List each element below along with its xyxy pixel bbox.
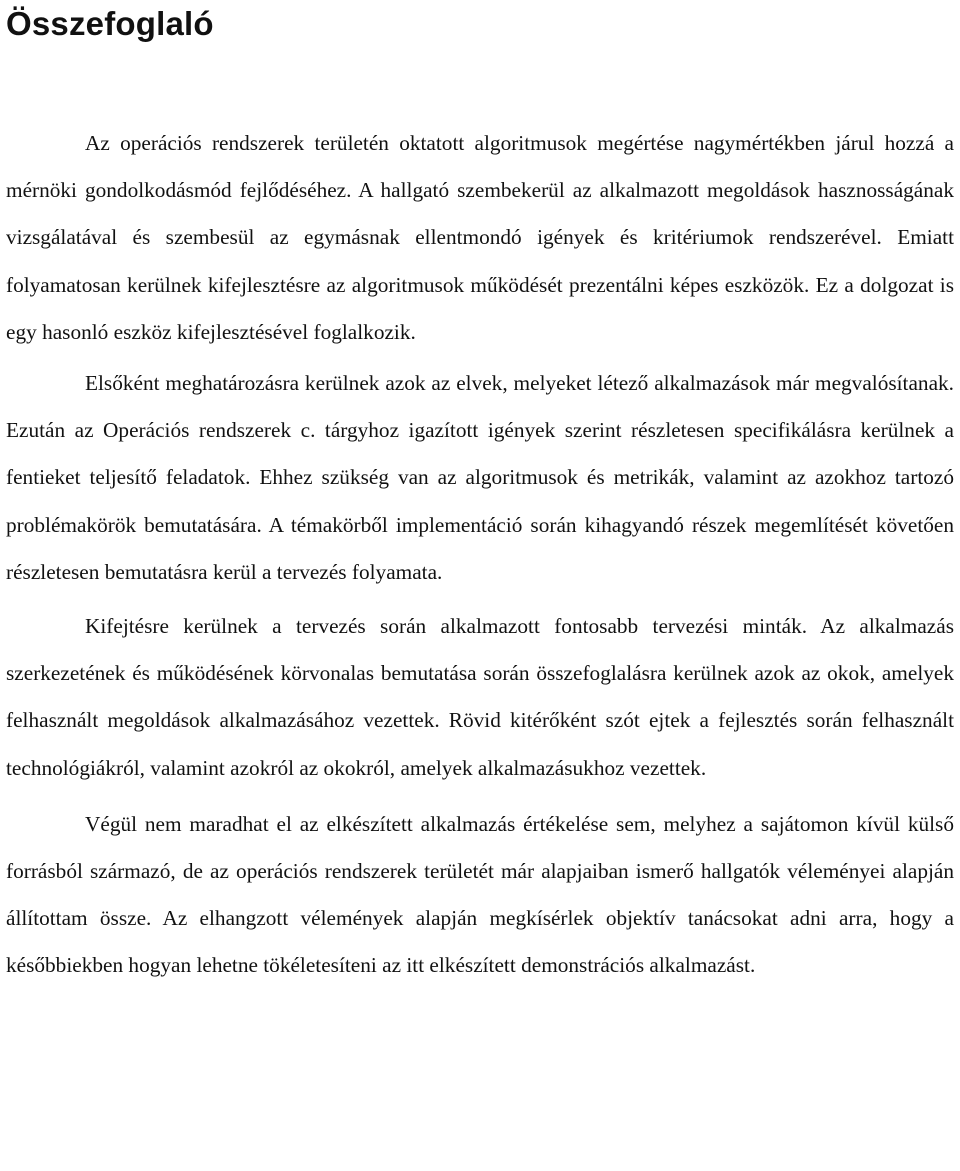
paragraph-4: Végül nem maradhat el az elkészített alkalmazás értékelése sem, melyhez a sajátomon kívül külső forrásból származó, de az operációs rendszerek területét már alapjaiban ismerő hallgatók véleményei alapján állítottam össze. Az elhangzott vélemények alapján megkísérlek objektív tanácsokat adni arra, hogy a későbbiekben hogyan lehetne tökéletesíteni az itt elkészített demonstrációs alkalmazást. xyxy=(6,811,954,978)
paragraph-2: Elsőként meghatározásra kerülnek azok az elvek, melyeket létező alkalmazások már megvalósítanak. Ezután az Operációs rendszerek c. tárgyhoz igazított igények szerint részletesen specifikálásra kerülnek a fentieket teljesítő feladatok. Ehhez szükség van az algoritmusok és metrikák, valamint az azokhoz tartozó problémakörök bemutatására. A témakörből implementáció során kihagyandó részek megemlítését követően részletesen bemutatásra kerül a tervezés folyamata. xyxy=(6,371,954,584)
paragraph-3: Kifejtésre kerülnek a tervezés során alkalmazott fontosabb tervezési minták. Az alkalmazás szerkezetének és működésének körvonalas bemutatása során összefoglalásra kerülnek azok az okok, amelyek felhasznált megoldások alkalmazásához vezettek. Rövid kitérőként szót ejtek a fejlesztés során felhasznált technológiákról, valamint azokról az okokról, amelyek alkalmazásukhoz vezettek. xyxy=(6,614,954,780)
page-title: Összefoglaló xyxy=(6,5,214,42)
document-page xyxy=(6,0,954,990)
paragraph-1: Az operációs rendszerek területén oktatott algoritmusok megértése nagymértékben járul hozzá a mérnöki gondolkodásmód fejlődéséhez. A hallgató szembekerül az alkalmazott megoldások hasznosságának vizsgálatával és szembesül az egymásnak ellentmondó igények és kritériumok rendszerével. Emiatt folyamatosan kerülnek kifejlesztésre az algoritmusok működését prezentálni képes eszközök. Ez a dolgozat is egy hasonló eszköz kifejlesztésével foglalkozik. xyxy=(6,131,954,344)
